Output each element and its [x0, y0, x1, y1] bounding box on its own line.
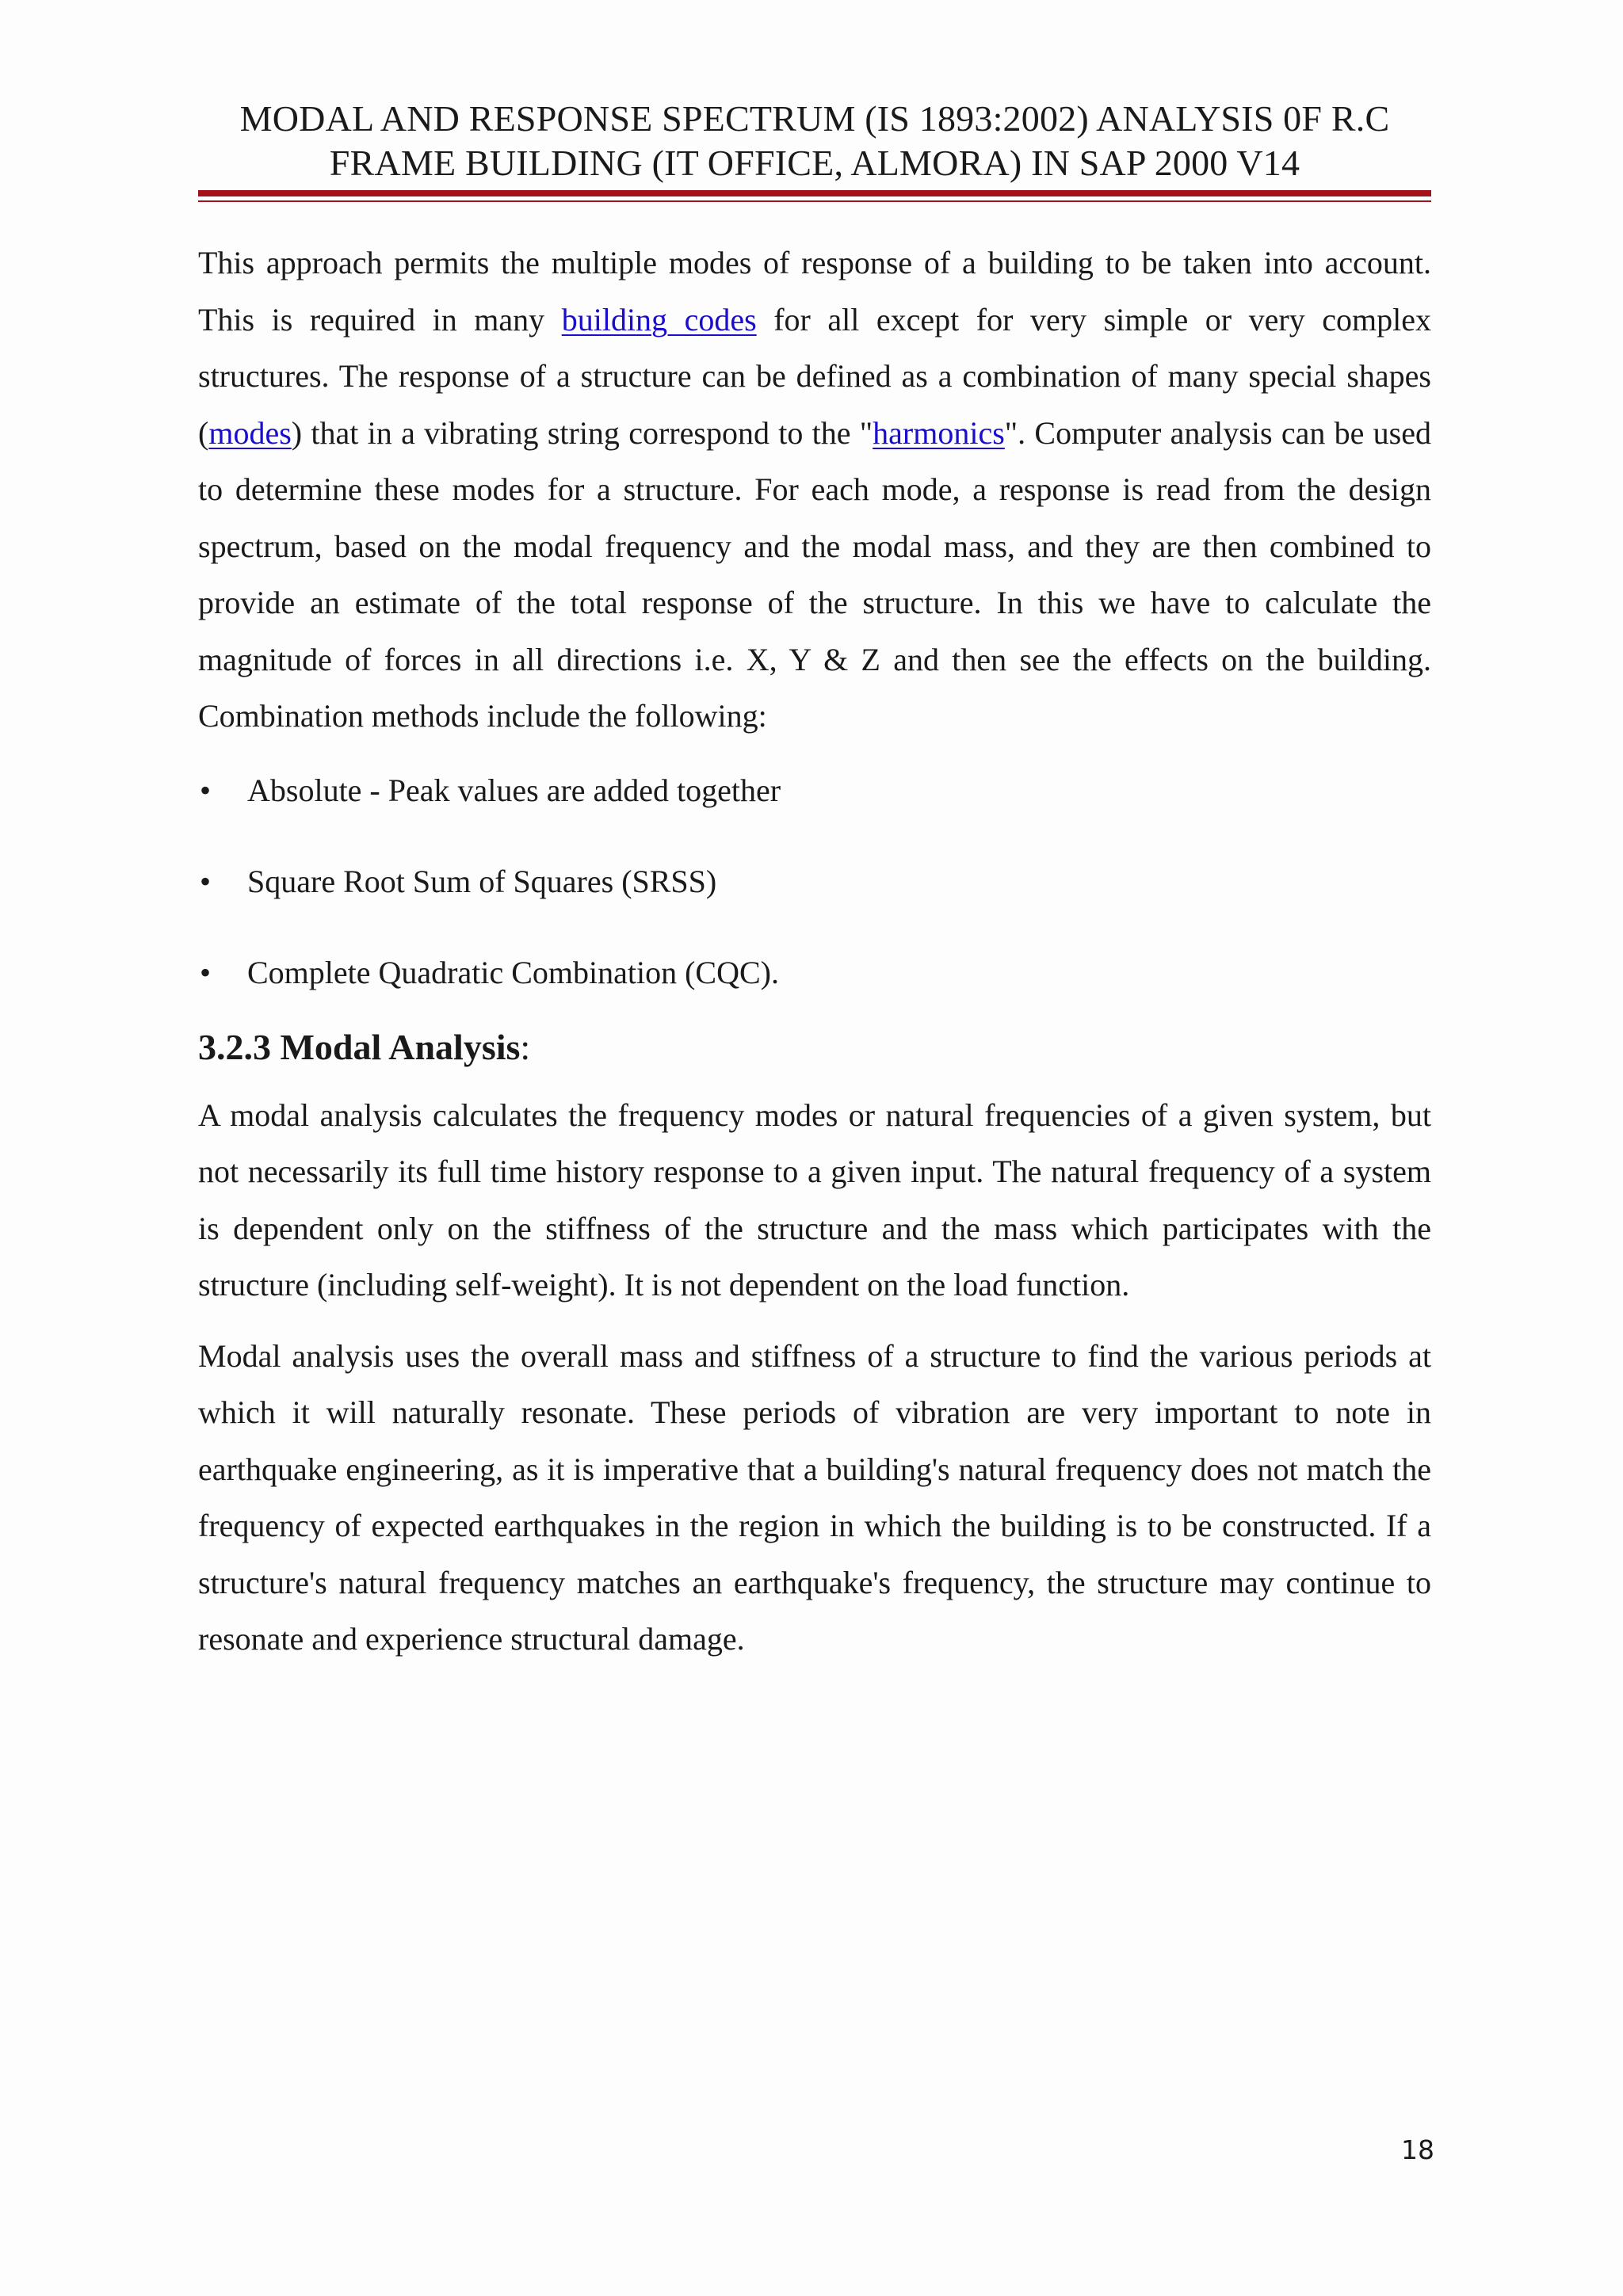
header-title-line-2: FRAME BUILDING (IT OFFICE, ALMORA) IN SAP 2000 V14 — [329, 143, 1300, 183]
modal-analysis-paragraph-2: Modal analysis uses the overall mass and stiffness of a structure to find the various periods at which it will naturally resonate. These periods of vibration are very important to note in earthquake engineering, as it is imperative that a building's natural frequency does not match the frequency of expected earthquakes in the region in which the building is to be constructed. If a structure's natural frequency matches an earthquake's frequency, the structure may continue to resonate and experience structural damage. — [198, 1337, 1431, 1657]
header-rule-thin — [198, 200, 1431, 202]
intro-text-2: for all except for very simple or very complex structures. The response of a structure can be defined as a combination of many special shapes ( — [198, 301, 1431, 451]
page-body — [198, 235, 1431, 1668]
section-heading-colon: : — [520, 1026, 531, 1067]
page-number: 18 — [1401, 2134, 1434, 2165]
combination-methods-list — [198, 769, 1431, 995]
intro-paragraph — [198, 235, 1431, 745]
intro-text-1: This approach permits the multiple modes of response of a building to be taken into account. This is required in many — [198, 245, 1431, 338]
section-heading — [198, 1024, 1431, 1071]
intro-text-3: ) that in a vibrating string correspond to the " — [291, 414, 873, 451]
list-item-text: Square Root Sum of Squares (SRSS) — [247, 863, 717, 899]
modes-link[interactable]: modes — [208, 414, 292, 451]
list-item-text: Absolute - Peak values are added together — [247, 772, 781, 808]
intro-text-4: ". Computer analysis can be used to determine these modes for a structure. For each mode, a response is read from the design spectrum, based on the modal frequency and the modal mass, and they are then combined to provide an estimate of the total response of the structure. In this we have to calculate the magnitude of forces in all directions i.e. X, Y & Z and then see the effects on the building. Combination methods include the following: — [198, 414, 1431, 734]
header-title-line-1: MODAL AND RESPONSE SPECTRUM (IS 1893:2002) ANALYSIS 0F R.C — [239, 98, 1390, 139]
list-item-text: Complete Quadratic Combination (CQC). — [247, 954, 779, 990]
modal-analysis-paragraph-1: A modal analysis calculates the frequency modes or natural frequencies of a given system, but not necessarily its full time history response to a given input. The natural frequency of a system is dependent only on the stiffness of the structure and the mass which participates with the structure (including self-weight). It is not dependent on the load function. — [198, 1097, 1431, 1302]
building-codes-link[interactable]: building codes — [561, 301, 757, 338]
bullet-marker: • — [200, 772, 212, 808]
list-item — [198, 951, 1431, 995]
running-header — [198, 97, 1431, 185]
list-item — [198, 860, 1431, 904]
bullet-marker: • — [200, 863, 212, 899]
section-heading-text: 3.2.3 Modal Analysis — [198, 1026, 521, 1067]
harmonics-link[interactable]: harmonics — [873, 414, 1005, 451]
bullet-marker: • — [200, 954, 212, 990]
header-rule-thick — [198, 190, 1431, 196]
list-item — [198, 769, 1431, 813]
